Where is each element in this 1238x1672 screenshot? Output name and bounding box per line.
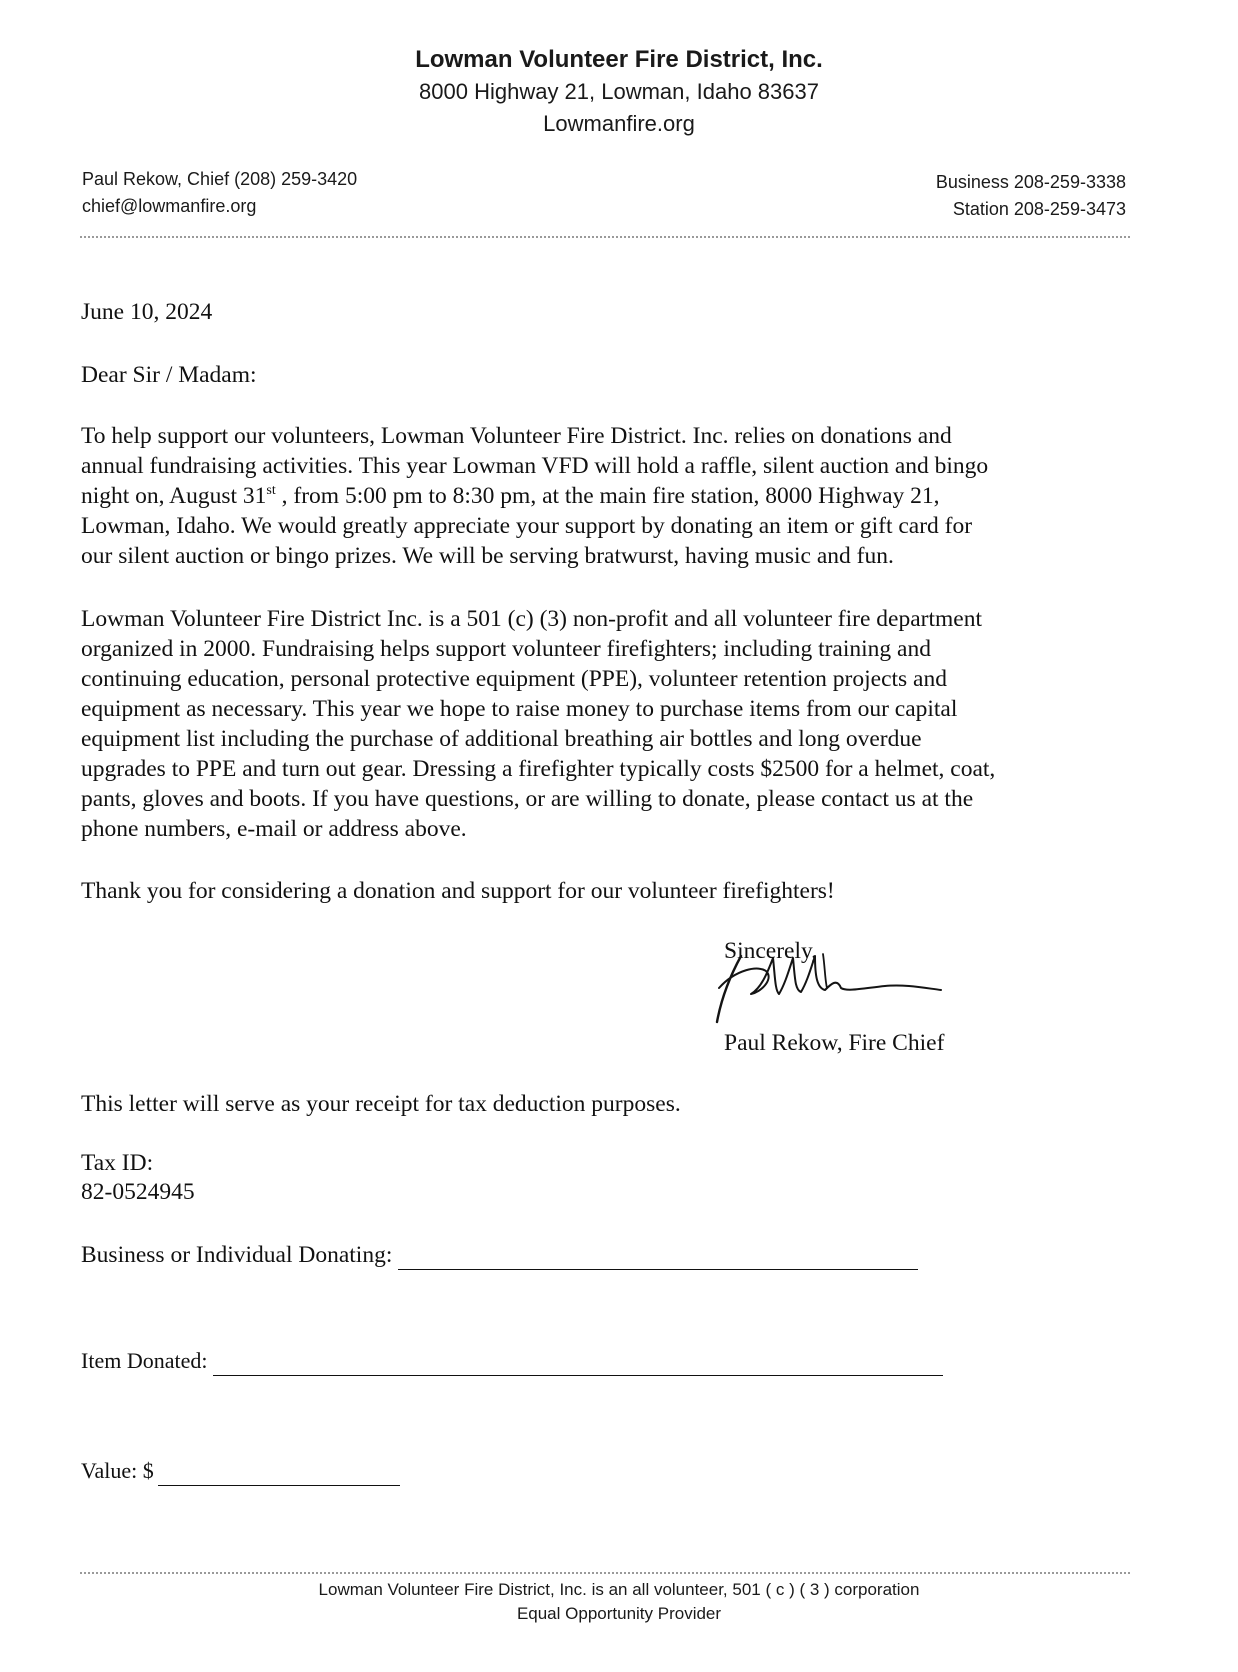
value-field [81,1456,400,1486]
footer-equal-opportunity: Equal Opportunity Provider [516,1604,722,1623]
paragraph-line: continuing education, personal protective equipment (PPE), volunteer retention projects and [81,666,947,692]
item-label: Item Donated: [81,1348,208,1373]
letterhead [0,44,1238,140]
signature-stroke [823,954,827,988]
signature-stroke [717,956,741,1022]
header-divider [80,236,1130,238]
value-label: Value: $ [81,1458,154,1483]
station-phone: Station 208-259-3473 [952,199,1126,219]
paragraph-line [81,481,1141,511]
receipt-note: This letter will serve as your receipt for tax deduction purposes. [81,1091,681,1117]
paragraph-line: Lowman, Idaho. We would greatly appreciate your support by donating an item or gift card for [81,513,973,539]
paragraph-line: equipment list including the purchase of additional breathing air bottles and long overdue [81,726,922,752]
letter-date: June 10, 2024 [81,299,213,325]
chief-contact [82,166,357,220]
footer-corporation-note: Lowman Volunteer Fire District, Inc. is an all volunteer, 501 ( c ) ( 3 ) corporation [318,1580,920,1599]
donor-blank-line[interactable] [398,1247,918,1270]
tax-id-label: Tax ID: [81,1150,154,1176]
signature-stroke [719,956,941,994]
chief-phone-line: Paul Rekow, Chief (208) 259-3420 [82,169,358,189]
item-field [81,1346,943,1376]
paragraph-line: annual fundraising activities. This year Lowman VFD will hold a raffle, silent auction and bingo [81,453,989,479]
chief-email: chief@lowmanfire.org [82,196,257,216]
event-time-location: , from 5:00 pm to 8:30 pm, at the main fire station, 8000 Highway 21, [275,483,940,509]
office-contact [936,169,1126,223]
paragraph-line: our silent auction or bingo prizes. We will be serving bratwurst, having music and fun. [81,543,894,569]
event-date-text: night on, August 31 [81,483,267,509]
paragraph-line: equipment as necessary. This year we hope to raise money to purchase items from our capital [81,696,958,722]
paragraph-line: upgrades to PPE and turn out gear. Dressing a firefighter typically costs $2500 for a helmet, coat, [81,756,996,782]
footer [0,1578,1238,1626]
donor-label: Business or Individual Donating: [81,1242,393,1268]
org-website: Lowmanfire.org [543,111,695,136]
donor-field [81,1240,918,1270]
item-blank-line[interactable] [213,1353,943,1376]
value-blank-line[interactable] [158,1463,400,1486]
paragraph-organization [81,604,1141,844]
paragraph-line: organized in 2000. Fundraising helps support volunteer firefighters; including training and [81,636,931,662]
paragraph-event [81,421,1141,571]
greeting: Dear Sir / Madam: [81,362,257,388]
tax-id-value: 82-0524945 [81,1179,195,1205]
date-ordinal-suffix: st [266,483,276,499]
closing: Sincerely, [724,938,818,964]
org-address: 8000 Highway 21, Lowman, Idaho 83637 [419,79,819,104]
org-name: Lowman Volunteer Fire District, Inc. [415,46,823,73]
paragraph-line: To help support our volunteers, Lowman Volunteer Fire District. Inc. relies on donations and [81,423,952,449]
paragraph-line: pants, gloves and boots. If you have questions, or are willing to donate, please contact us at the [81,786,974,812]
footer-divider [80,1572,1130,1574]
thank-you-paragraph: Thank you for considering a donation and support for our volunteer firefighters! [81,878,835,904]
signer-name: Paul Rekow, Fire Chief [724,1030,945,1056]
business-phone: Business 208-259-3338 [935,172,1126,192]
paragraph-line: phone numbers, e-mail or address above. [81,816,467,842]
paragraph-line: Lowman Volunteer Fire District Inc. is a 501 (c) (3) non-profit and all volunteer fire department [81,606,982,632]
handwritten-signature [715,948,945,1024]
